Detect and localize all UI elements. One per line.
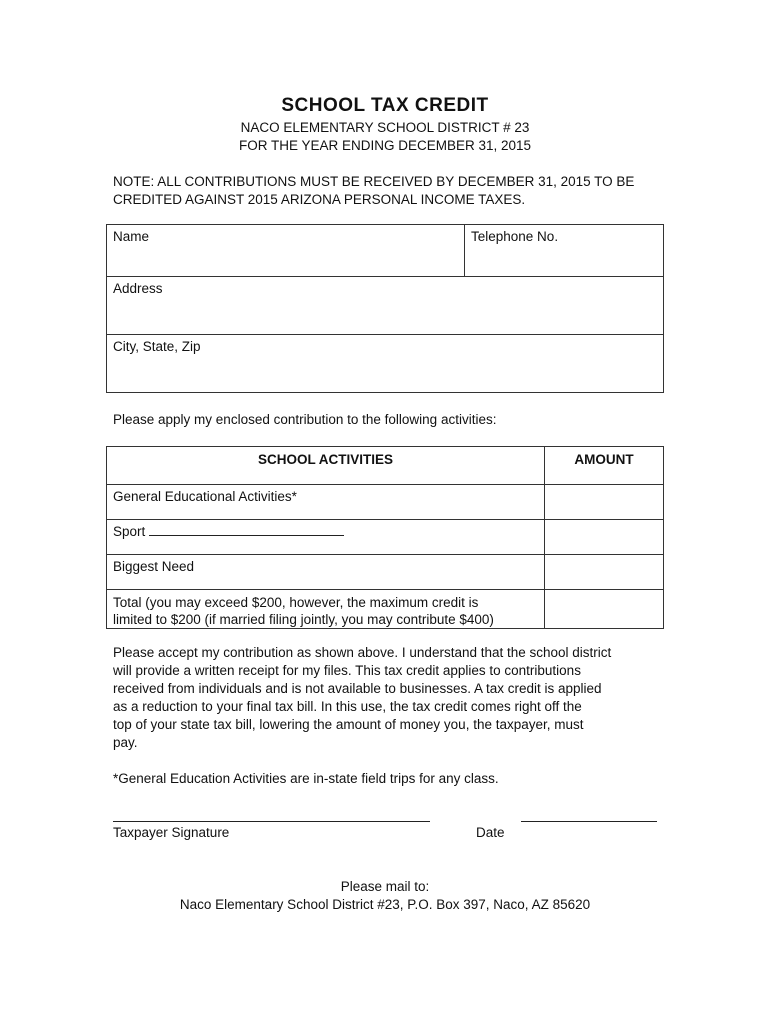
date-line[interactable] [521, 821, 657, 822]
total-line-1: Total (you may exceed $200, however, the maximum credit is [113, 595, 479, 610]
general-activities-row [107, 485, 545, 520]
terms-line: top of your state tax bill, lowering the amount of money you, the taxpayer, must [113, 717, 584, 732]
name-field[interactable] [107, 225, 465, 277]
address-field[interactable] [107, 277, 664, 335]
terms-paragraph [113, 644, 658, 752]
telephone-field[interactable] [465, 225, 664, 277]
note-line-1: NOTE: ALL CONTRIBUTIONS MUST BE RECEIVED BY DECEMBER 31, 2015 TO BE [113, 174, 635, 189]
total-amount-cell[interactable] [545, 590, 664, 629]
contributor-info-table [106, 224, 664, 393]
amount-header: AMOUNT [545, 447, 664, 485]
biggest-need-row [107, 555, 545, 590]
note-line-2: CREDITED AGAINST 2015 ARIZONA PERSONAL INCOME TAXES. [113, 192, 526, 207]
address-label: Address [113, 281, 163, 296]
mail-heading: Please mail to: [340, 879, 430, 894]
sport-blank-line[interactable] [149, 524, 344, 536]
terms-line: will provide a written receipt for my files. This tax credit applies to contributions [113, 663, 581, 678]
mail-address: Naco Elementary School District #23, P.O. Box 397, Naco, AZ 85620 [179, 897, 591, 912]
total-row [107, 590, 545, 629]
biggest-need-label: Biggest Need [113, 559, 195, 574]
district-name: NACO ELEMENTARY SCHOOL DISTRICT # 23 [240, 120, 530, 135]
terms-line: pay. [113, 735, 138, 750]
apply-instruction: Please apply my enclosed contribution to the following activities: [113, 412, 497, 427]
signature-line[interactable] [113, 821, 430, 822]
terms-line: received from individuals and is not available to businesses. A tax credit is applied [113, 681, 602, 696]
city-state-zip-label: City, State, Zip [113, 339, 201, 354]
telephone-label: Telephone No. [471, 229, 559, 244]
sport-label: Sport [113, 524, 146, 539]
page-title: SCHOOL TAX CREDIT [281, 95, 489, 116]
footnote: *General Education Activities are in-state field trips for any class. [113, 771, 499, 786]
general-amount-cell[interactable] [545, 485, 664, 520]
activities-table [106, 446, 664, 629]
date-label: Date [476, 825, 505, 840]
signature-label: Taxpayer Signature [113, 825, 230, 840]
deadline-note [113, 173, 673, 209]
activities-header: SCHOOL ACTIVITIES [107, 447, 545, 485]
total-line-2: limited to $200 (if married filing jointly, you may contribute $400) [113, 612, 494, 627]
city-state-zip-field[interactable] [107, 335, 664, 393]
biggest-need-amount-cell[interactable] [545, 555, 664, 590]
name-label: Name [113, 229, 150, 244]
sport-amount-cell[interactable] [545, 520, 664, 555]
terms-line: as a reduction to your final tax bill. In this use, the tax credit comes right off the [113, 699, 582, 714]
tax-year: FOR THE YEAR ENDING DECEMBER 31, 2015 [238, 138, 532, 153]
general-activities-label: General Educational Activities* [113, 489, 297, 504]
sport-row [107, 520, 545, 555]
terms-line: Please accept my contribution as shown above. I understand that the school district [113, 645, 612, 660]
